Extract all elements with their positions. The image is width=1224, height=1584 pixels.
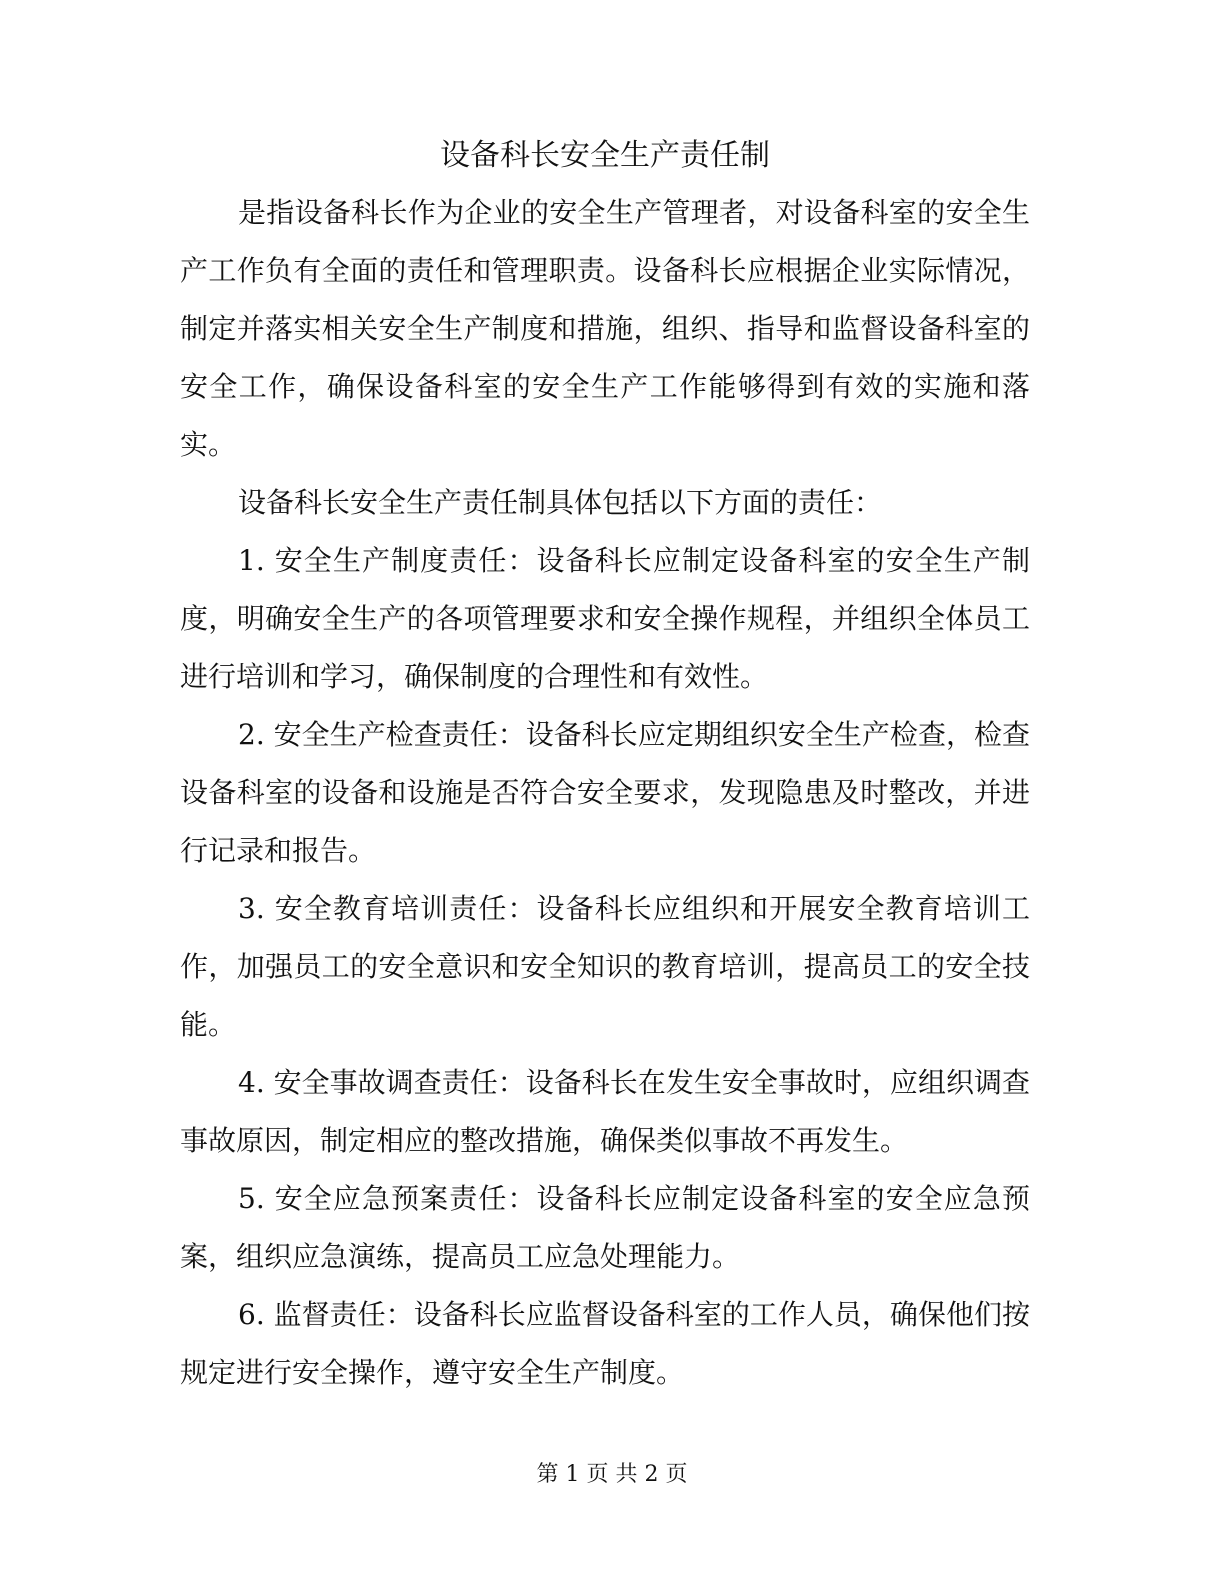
document-body bbox=[180, 130, 1030, 1402]
paragraph-item-2: 2. 安全生产检查责任：设备科长应定期组织安全生产检查，检查设备科室的设备和设施是否符合安全要求，发现隐患及时整改，并进行记录和报告。 bbox=[180, 718, 1030, 867]
paragraph-item-1: 1. 安全生产制度责任：设备科长应制定设备科室的安全生产制度，明确安全生产的各项管理要求和安全操作规程，并组织全体员工进行培训和学习，确保制度的合理性和有效性。 bbox=[180, 544, 1030, 693]
paragraph-item-6: 6. 监督责任：设备科长应监督设备科室的工作人员，确保他们按规定进行安全操作，遵守安全生产制度。 bbox=[180, 1298, 1030, 1389]
paragraph-lead: 设备科长安全生产责任制具体包括以下方面的责任： bbox=[238, 486, 883, 519]
paragraph-item-4: 4. 安全事故调查责任：设备科长在发生安全事故时，应组织调查事故原因，制定相应的整改措施，确保类似事故不再发生。 bbox=[180, 1066, 1030, 1157]
page-number-footer: 第 1 页 共 2 页 bbox=[536, 1462, 688, 1487]
paragraph-item-5: 5. 安全应急预案责任：设备科长应制定设备科室的安全应急预案，组织应急演练，提高员工应急处理能力。 bbox=[180, 1182, 1030, 1273]
document-title: 设备科长安全生产责任制 bbox=[440, 138, 770, 173]
paragraph-intro: 是指设备科长作为企业的安全生产管理者，对设备科室的安全生产工作负有全面的责任和管理职责。设备科长应根据企业实际情况，制定并落实相关安全生产制度和措施，组织、指导和监督设备科室的安全工作，确保设备科室的安全生产工作能够得到有效的实施和落实。 bbox=[180, 196, 1030, 461]
paragraph-item-3: 3. 安全教育培训责任：设备科长应组织和开展安全教育培训工作，加强员工的安全意识和安全知识的教育培训，提高员工的安全技能。 bbox=[180, 892, 1030, 1041]
